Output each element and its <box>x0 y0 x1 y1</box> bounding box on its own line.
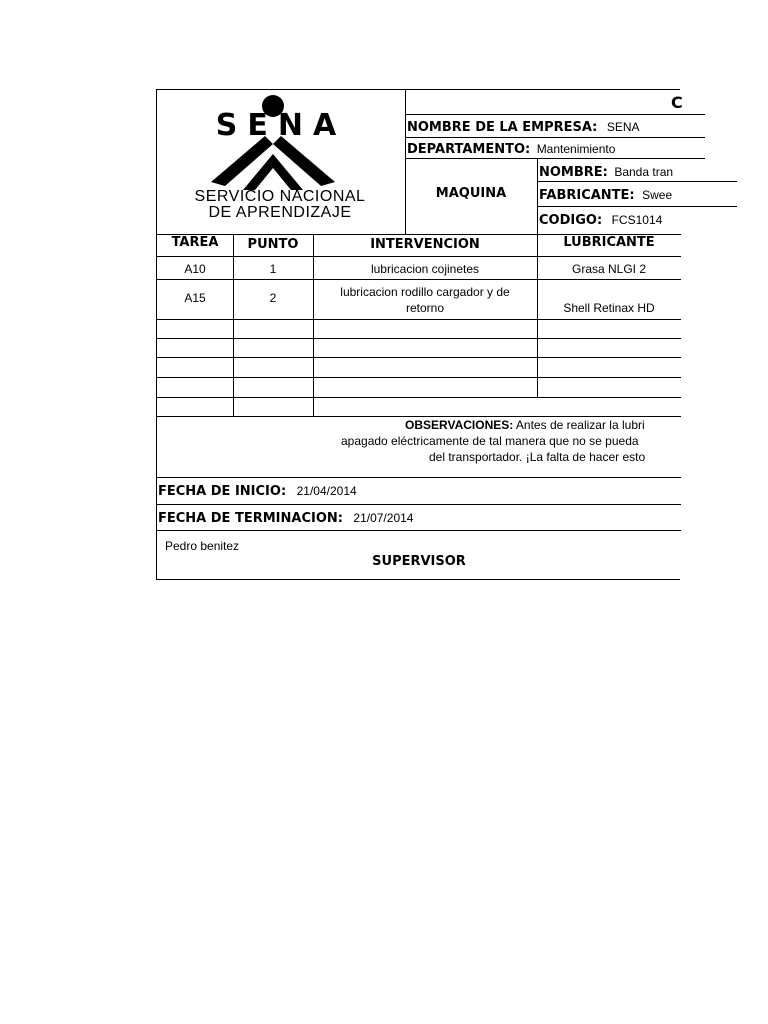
observations-line2: apagado eléctricamente de tal manera que no se pueda <box>341 434 639 448</box>
machine-name-row <box>539 163 689 181</box>
observations-label: OBSERVACIONES: <box>405 418 514 432</box>
manufacturer-row <box>539 186 689 204</box>
observations-line3: del transportador. ¡La falta de hacer esto <box>429 450 646 464</box>
sena-logo <box>157 90 405 234</box>
company-row <box>407 118 687 136</box>
sena-logo-line1: SERVICIO NACIONAL <box>194 188 366 205</box>
maintenance-form <box>156 89 683 580</box>
observations-line1 <box>405 418 695 432</box>
department-label: DEPARTAMENTO: <box>407 142 531 157</box>
header-punto: PUNTO <box>247 237 299 252</box>
department-row <box>407 140 687 158</box>
start-date-row <box>158 482 558 500</box>
table-row-1-punto: 1 <box>269 262 277 276</box>
header-tarea: TAREA <box>171 235 219 250</box>
sena-logo-line2: DE APRENDIZAJE <box>208 204 352 221</box>
company-label: NOMBRE DE LA EMPRESA: <box>407 120 598 135</box>
end-date-value: 21/07/2014 <box>353 511 414 525</box>
machine-label: MAQUINA <box>435 186 507 201</box>
end-date-label: FECHA DE TERMINACION: <box>158 511 343 526</box>
manufacturer-label: FABRICANTE: <box>539 188 635 203</box>
table-row-1-intervencion: lubricacion cojinetes <box>370 262 480 276</box>
header-intervencion: INTERVENCION <box>370 237 480 252</box>
machine-name-value: Banda tran <box>614 165 674 179</box>
code-row <box>539 211 689 229</box>
start-date-label: FECHA DE INICIO: <box>158 484 287 499</box>
department-value: Mantenimiento <box>536 142 616 156</box>
sena-logo-brand: SENA <box>215 108 347 143</box>
manufacturer-value: Swee <box>642 188 673 202</box>
table-row-2-lubricante: Shell Retinax HD <box>563 301 655 315</box>
form-title: C <box>671 93 683 112</box>
table-row-2-intervencion-line2: retorno <box>405 301 445 315</box>
table-row-2-intervencion-line1: lubricacion rodillo cargador y de <box>340 285 510 299</box>
code-label: CODIGO: <box>539 213 603 228</box>
start-date-value: 21/04/2014 <box>296 484 357 498</box>
header-lubricante: LUBRICANTE <box>563 235 655 250</box>
table-row-2-tarea: A15 <box>184 291 206 305</box>
end-date-row <box>158 509 558 527</box>
company-value: SENA <box>606 120 640 134</box>
table-row-1-lubricante: Grasa NLGI 2 <box>571 262 647 276</box>
table-row-1-tarea: A10 <box>184 262 206 276</box>
machine-name-label: NOMBRE: <box>539 165 608 180</box>
code-value: FCS1014 <box>611 213 663 227</box>
observations-text-1: Antes de realizar la lubri <box>515 418 645 432</box>
supervisor-role: SUPERVISOR <box>372 554 466 569</box>
table-row-2-punto: 2 <box>269 291 277 305</box>
supervisor-name: Pedro benitez <box>165 539 240 553</box>
